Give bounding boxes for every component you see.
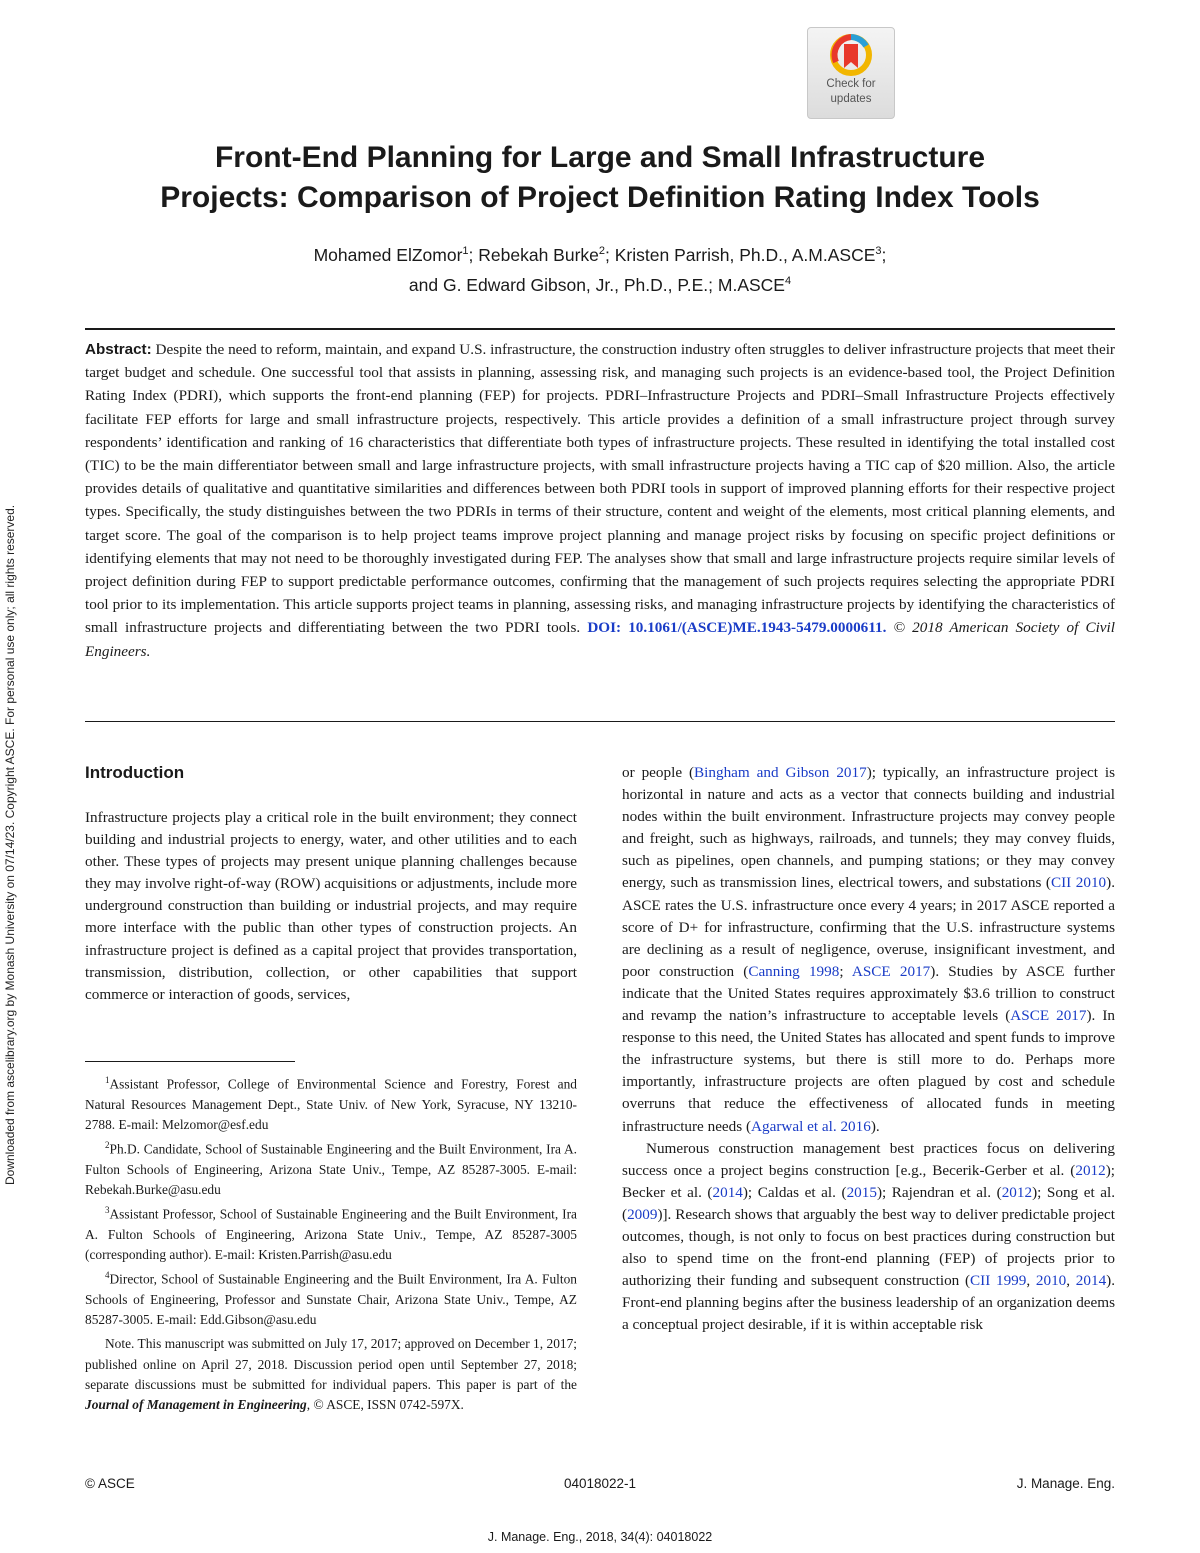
- abstract-top-rule: [85, 328, 1115, 330]
- footer-copyright: © ASCE: [85, 1476, 135, 1491]
- text-run: ).: [870, 1117, 880, 1135]
- footnote-1: [85, 1070, 577, 1135]
- citation-link[interactable]: 2012: [1001, 1183, 1033, 1201]
- abstract-copyright: © 2018 American Society of Civil Engineers.: [85, 619, 1115, 660]
- doi-label: DOI:: [587, 619, 622, 637]
- footnote-4-text: Director, School of Sustainable Engineering and the Built Environment, Ira A. Fulton Schools of Engineering, Professor and Sunstate Chair, Arizona State Univ., Tempe, AZ 85287-3005. E-mail: Edd.Gibson@asu.edu: [85, 1271, 577, 1328]
- citation-link[interactable]: 2015: [846, 1183, 877, 1201]
- citation-link[interactable]: 2014: [1075, 1272, 1107, 1290]
- abstract: [85, 338, 1115, 663]
- title-line-2: Projects: Comparison of Project Definition Rating Index Tools: [160, 181, 1040, 214]
- download-watermark: Downloaded from ascelibrary.org by Monash University on 07/14/23. Copyright ASCE. For personal use only; all rights reserved.: [3, 504, 17, 1185]
- author-line-2: [60, 268, 1140, 298]
- title-line-1: Front-End Planning for Large and Small Infrastructure: [214, 141, 986, 174]
- text-run: ); typically, an infrastructure project is horizontal in nature and acts as a vector that connects building and industrial nodes within the built environment. Infrastructure projects may convey people and freight, such as highways, railroads, and tunnels; they may convey fluids, such as pipelines, open channels, and pumping stations; or they may convey energy, such as transmission lines, electrical towers, and substations (: [622, 764, 1115, 892]
- citation-link[interactable]: 2010: [1035, 1272, 1067, 1290]
- footnote-4-number: 4: [105, 1270, 110, 1281]
- author-4-affil: 4: [784, 274, 792, 287]
- author-1-affil: 1: [462, 245, 469, 257]
- author-4: and G. Edward Gibson, Jr., Ph.D., P.E.; M.ASCE: [408, 274, 785, 295]
- citation-link[interactable]: Agarwal et al. 2016: [751, 1117, 871, 1135]
- badge-label-line1: Check for: [826, 78, 876, 90]
- right-paragraph-2: [622, 1138, 1115, 1337]
- abstract-text: Despite the need to reform, maintain, and expand U.S. infrastructure, the construction industry often struggles to deliver infrastructure projects that meet their target budget and schedule. One successful tool that assists in planning, assessing risk, and managing such projects is an evidence-based tool, the Project Definition Rating Index (PDRI), which supports the front-end planning (FEP) for projects. PDRI–Infrastructure Projects and PDRI–Small Infrastructure Projects effectively facilitate FEP efforts for large and small infrastructure projects, respectively. This article provides a definition of a small infrastructure project through survey respondents’ identification and ranking of 16 characteristics that differentiate both types of infrastructure projects. These resulted in identifying the total installed cost (TIC) to be the main differentiator between small and large infrastructure projects, with small infrastructure projects having a TIC cap of $20 million. Also, the article provides details of qualitative and quantitative similarities and differences between both PDRI tools in support of improved planning efforts for their respective project types. Specifically, the study distinguishes between the two PDRIs in terms of their structure, content and weight of the elements, most critical planning elements, and target score. The goal of the comparison is to help project teams improve project planning and manage project risks by focusing on specific project definitions or identifying elements that may not need to be thoroughly investigated during FEP. The analyses show that small and large infrastructure projects require similar levels of project definition during FEP to support predictable performance outcomes, confirming that the management of such projects requires selecting the appropriate PDRI tool prior to its implementation. This article supports project teams in planning, assessing risks, and managing infrastructure projects by identifying the characteristics of small infrastructure projects and differentiating between the two PDRI tools.: [85, 341, 1115, 637]
- right-column: [622, 762, 1115, 1336]
- text-run: ). In response to this need, the United States has allocated and spent funds to improve the infrastructure systems, but there is still more to do. Perhaps more importantly, infrastructure projects are often plagued by cost and schedule overruns that reduce the effectiveness of allocated funds in meeting infrastructure needs (: [622, 1007, 1115, 1135]
- check-for-updates-badge[interactable]: [807, 27, 895, 119]
- citation-link[interactable]: 2014: [712, 1183, 743, 1201]
- footer-page-id: 04018022-1: [563, 1476, 637, 1491]
- text-run: ). Studies by ASCE further indicate that the United States requires approximately $3.6 trillion to construct and revamp the nation’s infrastructure to acceptable levels (: [622, 962, 1116, 1025]
- author-2: ; Rebekah Burke: [468, 244, 599, 265]
- text-run: ,: [1026, 1272, 1036, 1290]
- text-run: ,: [1066, 1272, 1076, 1290]
- footnote-3-number: 3: [105, 1205, 110, 1216]
- citation-link[interactable]: ASCE 2017: [1010, 1007, 1087, 1025]
- footnote-rule: [85, 1061, 295, 1062]
- badge-label-line2: updates: [830, 93, 872, 105]
- citation-link[interactable]: CII 2010: [1050, 874, 1107, 892]
- text-run: ); Caldas et al. (: [742, 1183, 847, 1201]
- note-journal-name: Journal of Management in Engineering: [85, 1396, 307, 1412]
- footnotes: [85, 1070, 577, 1415]
- footnote-1-text: Assistant Professor, College of Environmental Science and Forestry, Forest and Natural Resources Management Dept., State Univ. of New York, Syracuse, NY 13210-2788. E-mail: Melzomor@esf.edu: [85, 1076, 577, 1132]
- citation-link[interactable]: Bingham and Gibson 2017: [694, 764, 867, 781]
- note-text-1: Note. This manuscript was submitted on July 17, 2017; approved on December 1, 2017; published online on April 27, 2018. Discussion period open until September 27, 2018; separate discussions must be submitted for individual papers. This paper is part of the: [85, 1336, 577, 1392]
- text-run: ). ASCE rates the U.S. infrastructure once every 4 years; in 2017 ASCE reported a score of D+ for infrastructure, confirming that the U.S. infrastructure systems are declining as a result of negligence, overuse, insignificant investment, and poor construction (: [622, 874, 1115, 980]
- text-run: )]. Research shows that arguably the best way to deliver predictable project outcomes, though, is not only to focus on best practices during construction but also to spend time on the front-end planning (FEP) of projects prior to authorizing their funding and subsequent construction (: [622, 1205, 1115, 1290]
- author-1: Mohamed ElZomor: [313, 244, 463, 265]
- manuscript-note: [85, 1334, 577, 1415]
- citation-link[interactable]: CII 1999: [970, 1272, 1027, 1290]
- article-title: [40, 138, 1160, 218]
- note-text-2: , © ASCE, ISSN 0742-597X.: [306, 1396, 464, 1412]
- author-3-end: ;: [881, 244, 887, 265]
- citation-link[interactable]: 2009: [627, 1205, 658, 1223]
- footnote-2: [85, 1135, 577, 1200]
- author-3: ; Kristen Parrish, Ph.D., A.M.ASCE: [605, 244, 876, 265]
- section-heading-introduction: Introduction: [85, 763, 185, 782]
- text-run: or people (: [622, 764, 695, 781]
- text-run: ). Front-end planning begins after the business leadership of an organization deems a conceptual project desirable, if it is within acceptable risk: [622, 1272, 1116, 1334]
- crossmark-icon: [830, 34, 872, 76]
- footnote-3-text: Assistant Professor, School of Sustainable Engineering and the Built Environment, Ira A. Fulton Schools of Engineering, Arizona State Univ., Tempe, AZ 85287-3005 (corresponding author). E-mail: Kristen.Parrish@asu.edu: [85, 1206, 577, 1263]
- footnote-2-text: Ph.D. Candidate, School of Sustainable Engineering and the Built Environment, Ira A. Fulton Schools of Engineering, Arizona State Univ., Tempe, AZ 85287-3005. E-mail: Rebekah.Burke@asu.edu: [85, 1141, 577, 1197]
- text-run: ); Song et al. (: [622, 1183, 1115, 1223]
- footnote-1-number: 1: [105, 1075, 110, 1085]
- author-3-affil: 3: [875, 245, 882, 257]
- citation-link[interactable]: ASCE 2017: [851, 962, 931, 980]
- author-2-affil: 2: [598, 245, 606, 257]
- citation-link[interactable]: Canning 1998: [748, 962, 840, 980]
- author-line-1: [60, 238, 1140, 268]
- citation-link[interactable]: 2012: [1075, 1161, 1106, 1179]
- footer-journal: J. Manage. Eng.: [1016, 1476, 1115, 1491]
- abstract-label: Abstract:: [85, 341, 152, 358]
- text-run: ;: [839, 962, 852, 980]
- introduction-paragraph-1: Infrastructure projects play a critical role in the built environment; they connect building and industrial projects to energy, water, and other utilities and to each other. These types of projects may present unique planning challenges because they may involve right-of-way (ROW) acquisitions or adjustments, include more underground construction than building or industrial projects, and may require more interface with the public than other types of construction projects. An infrastructure project is defined as a capital project that provides transportation, transmission, distribution, collection, or other capabilities that support commerce or interaction of goods, services,: [85, 809, 577, 1003]
- footnote-4: [85, 1265, 577, 1330]
- author-list: [60, 238, 1140, 298]
- footnote-3: [85, 1200, 577, 1265]
- footnote-2-number: 2: [105, 1140, 110, 1151]
- footer-citation: J. Manage. Eng., 2018, 34(4): 04018022: [487, 1530, 713, 1544]
- text-run: Numerous construction management best practices focus on delivering success once a project begins construction [e.g., Becerik-Gerber et al. (: [622, 1139, 1115, 1179]
- text-run: ); Rajendran et al. (: [876, 1183, 1002, 1201]
- doi-link[interactable]: 10.1061/(ASCE)ME.1943-5479.0000611.: [621, 619, 887, 637]
- text-run: ); Becker et al. (: [622, 1161, 1115, 1201]
- right-paragraph-1: [622, 762, 1115, 1138]
- abstract-bottom-rule: [85, 721, 1115, 722]
